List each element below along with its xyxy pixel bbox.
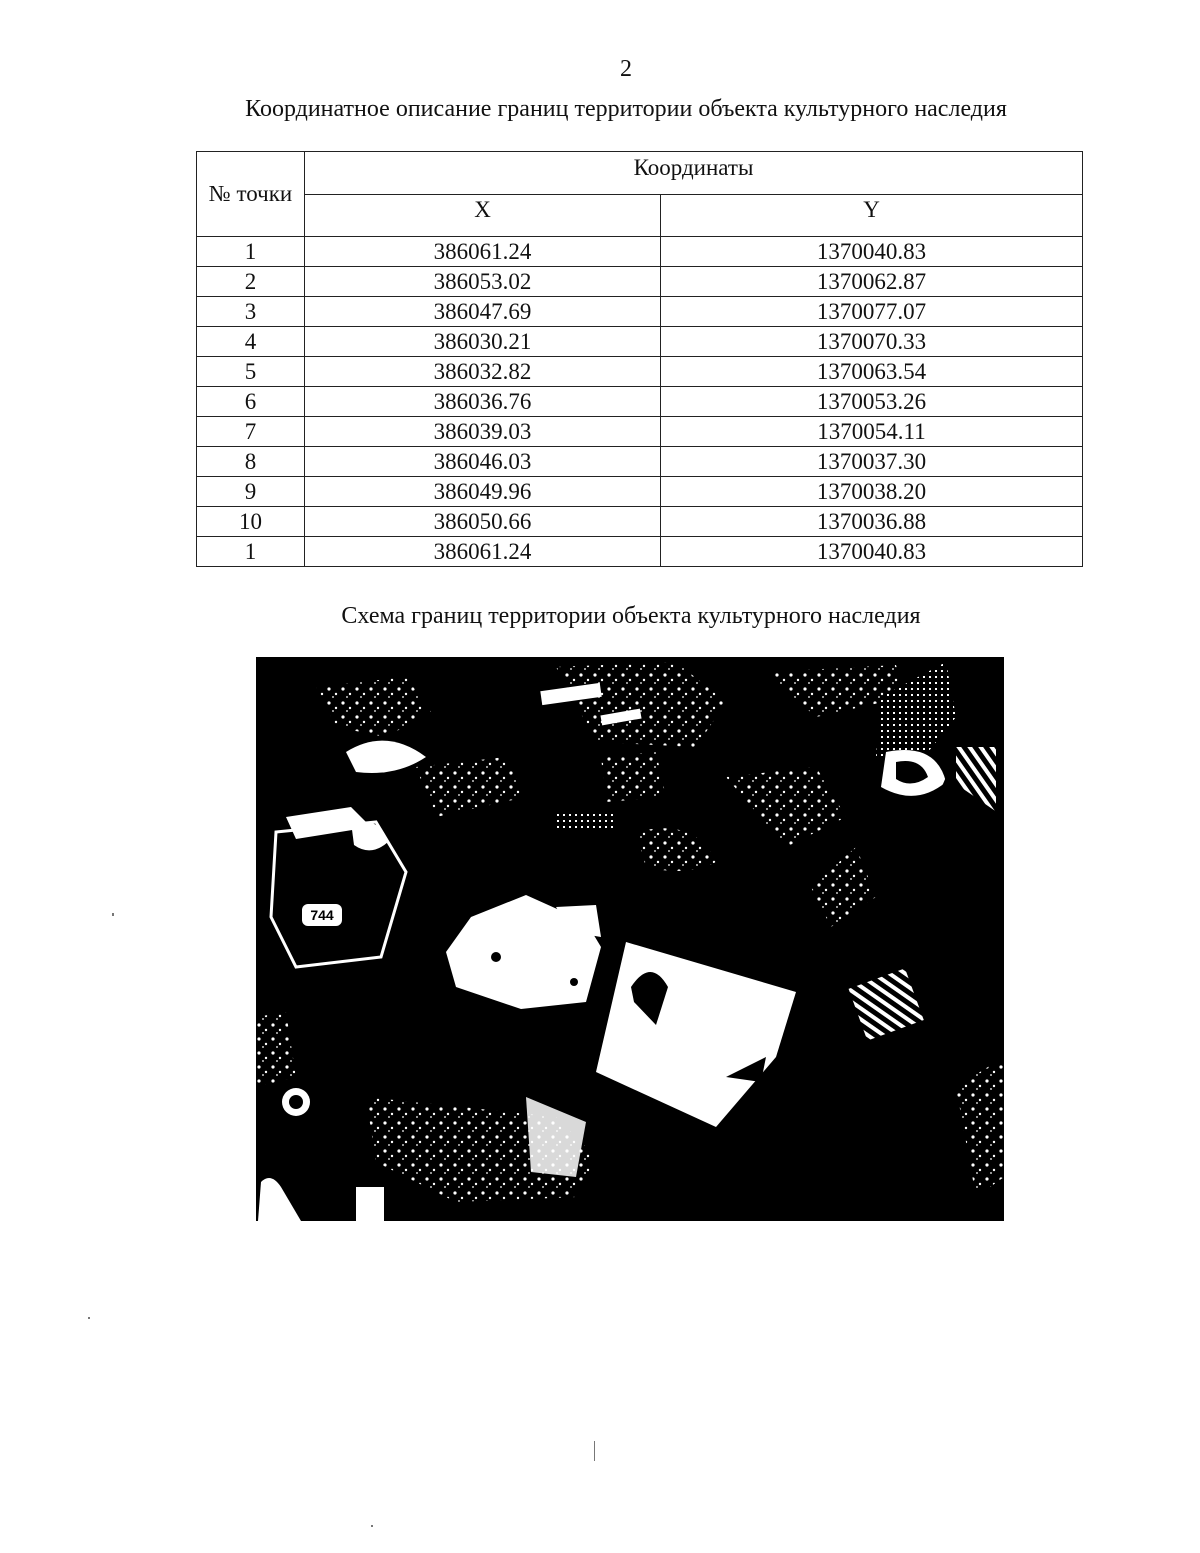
point-number-cell: 9: [197, 477, 305, 507]
y-coordinate-cell: 1370038.20: [661, 477, 1083, 507]
point-number-cell: 2: [197, 267, 305, 297]
x-coordinate-cell: 386061.24: [305, 237, 661, 267]
y-coordinate-cell: 1370062.87: [661, 267, 1083, 297]
point-number-cell: 5: [197, 357, 305, 387]
document-heading: Координатное описание границ территории объекта культурного наследия: [245, 96, 1007, 122]
coordinates-table: [196, 151, 1083, 567]
y-coordinate-cell: 1370040.83: [661, 537, 1083, 567]
x-coordinate-cell: 386030.21: [305, 327, 661, 357]
x-coordinate-cell: 386032.82: [305, 357, 661, 387]
point-number-cell: 7: [197, 417, 305, 447]
x-coordinate-cell: 386046.03: [305, 447, 661, 477]
point-number-cell: 8: [197, 447, 305, 477]
point-number-cell: 4: [197, 327, 305, 357]
table-row: [197, 537, 1083, 567]
point-number-cell: 10: [197, 507, 305, 537]
y-coordinate-cell: 1370053.26: [661, 387, 1083, 417]
scan-speck: [594, 1441, 595, 1461]
y-coordinate-cell: 1370054.11: [661, 417, 1083, 447]
point-number-cell: 1: [197, 537, 305, 567]
y-coordinate-cell: 1370036.88: [661, 507, 1083, 537]
y-coordinate-cell: 1370077.07: [661, 297, 1083, 327]
y-coordinate-cell: 1370037.30: [661, 447, 1083, 477]
y-coordinate-cell: 1370040.83: [661, 237, 1083, 267]
table-row: [197, 297, 1083, 327]
table-row: [197, 477, 1083, 507]
scan-speck: [88, 1317, 90, 1319]
table-row: [197, 417, 1083, 447]
point-number-cell: 6: [197, 387, 305, 417]
point-number-cell: 3: [197, 297, 305, 327]
scan-speck: [112, 913, 114, 916]
x-coordinate-cell: 386053.02: [305, 267, 661, 297]
building-number-label: 744: [310, 907, 334, 923]
column-header-coordinates: Координаты: [305, 152, 1083, 195]
table-row: [197, 387, 1083, 417]
y-coordinate-cell: 1370063.54: [661, 357, 1083, 387]
x-coordinate-cell: 386047.69: [305, 297, 661, 327]
table-row: [197, 327, 1083, 357]
table-row: [197, 447, 1083, 477]
coordinates-table-body: [197, 237, 1083, 567]
x-coordinate-cell: 386061.24: [305, 537, 661, 567]
x-coordinate-cell: 386036.76: [305, 387, 661, 417]
table-row: [197, 357, 1083, 387]
column-header-y: Y: [661, 194, 1083, 237]
table-row: [197, 507, 1083, 537]
scheme-caption: Схема границ территории объекта культурного наследия: [341, 603, 921, 629]
table-row: [197, 237, 1083, 267]
aerial-photo-scheme: [256, 657, 1004, 1221]
page-number: 2: [620, 56, 632, 82]
x-coordinate-cell: 386050.66: [305, 507, 661, 537]
column-header-x: X: [305, 194, 661, 237]
scan-speck: [371, 1525, 373, 1527]
y-coordinate-cell: 1370070.33: [661, 327, 1083, 357]
table-row: [197, 267, 1083, 297]
point-number-cell: 1: [197, 237, 305, 267]
column-header-point-number: № точки: [197, 152, 305, 237]
x-coordinate-cell: 386049.96: [305, 477, 661, 507]
x-coordinate-cell: 386039.03: [305, 417, 661, 447]
